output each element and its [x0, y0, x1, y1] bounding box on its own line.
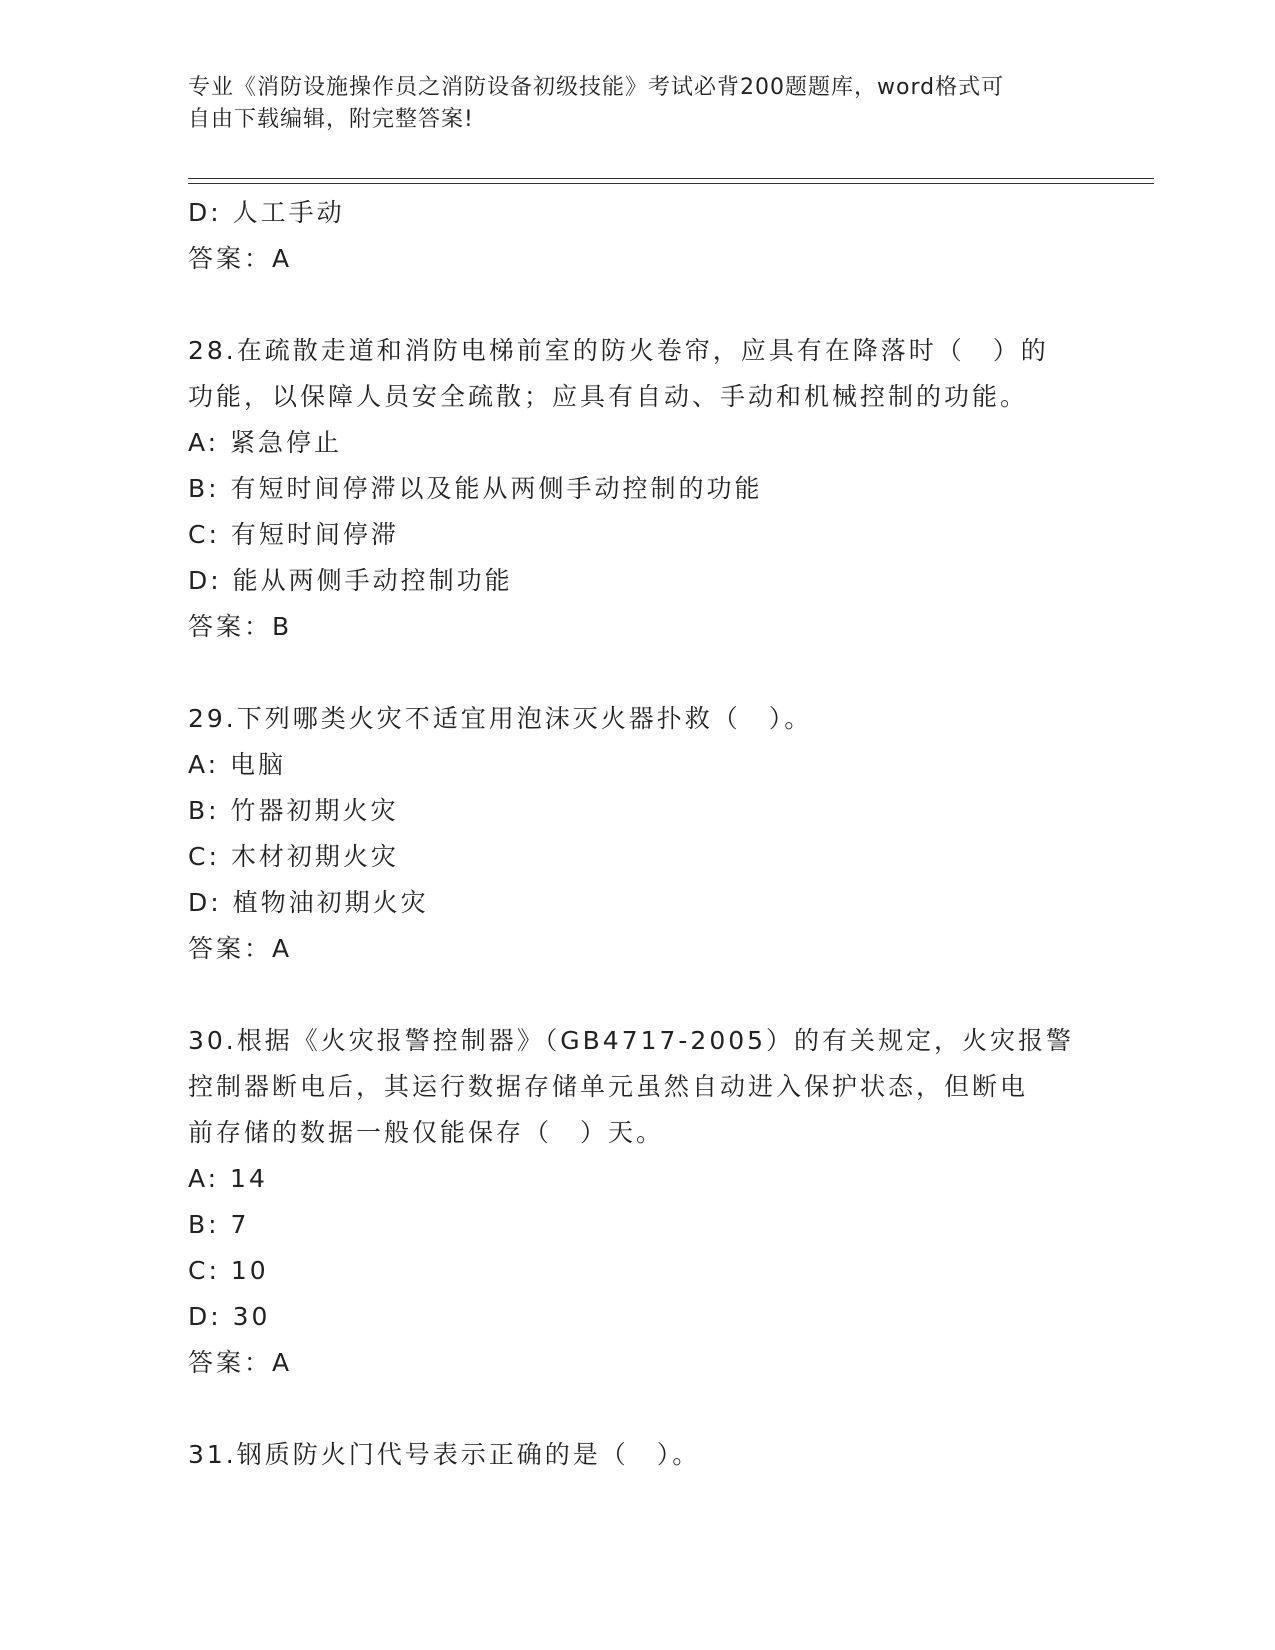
answer-line: 答案：B — [188, 612, 293, 641]
question-31 — [188, 1432, 1088, 1478]
answer-line: 答案：A — [188, 1348, 293, 1377]
option-d: D: 人工手动 — [188, 198, 345, 227]
spacer — [188, 650, 1088, 696]
option-d: D: 植物油初期火灾 — [188, 888, 429, 917]
question-stem-line: 30.根据《火灾报警控制器》（GB4717-2005）的有关规定，火灾报警 — [188, 1026, 1075, 1055]
question-stem-line: 前存储的数据一般仅能保存（ ）天。 — [188, 1118, 665, 1147]
header-divider-bottom — [188, 183, 1154, 184]
question-stem-line: 控制器断电后，其运行数据存储单元虽然自动进入保护状态，但断电 — [188, 1072, 1029, 1101]
answer-line: 答案：A — [188, 244, 293, 273]
option-a: A: 紧急停止 — [188, 428, 343, 457]
option-b: B: 竹器初期火灾 — [188, 796, 399, 825]
question-29 — [188, 696, 1088, 972]
option-c: C: 10 — [188, 1256, 269, 1285]
header-divider-top — [188, 178, 1154, 179]
header-line-2: 自由下载编辑，附完整答案! — [188, 107, 474, 132]
question-stem-line: 29.下列哪类火灾不适宜用泡沫灭火器扑救（ ）。 — [188, 704, 813, 733]
option-b: B: 7 — [188, 1210, 250, 1239]
option-b: B: 有短时间停滞以及能从两侧手动控制的功能 — [188, 474, 763, 503]
option-c: C: 木材初期火灾 — [188, 842, 399, 871]
option-a: A: 电脑 — [188, 750, 287, 779]
spacer — [188, 1386, 1088, 1432]
option-c: C: 有短时间停滞 — [188, 520, 399, 549]
header-line-1: 专业《消防设施操作员之消防设备初级技能》考试必背200题题库，word格式可 — [188, 75, 1005, 100]
question-stem-line: 31.钢质防火门代号表示正确的是（ ）。 — [188, 1440, 701, 1469]
question-30 — [188, 1018, 1088, 1386]
question-stem-line: 功能，以保障人员安全疏散；应具有自动、手动和机械控制的功能。 — [188, 382, 1029, 411]
question-list — [188, 190, 1088, 1478]
previous-question-tail — [188, 190, 1088, 282]
question-28 — [188, 328, 1088, 650]
spacer — [188, 972, 1088, 1018]
document-header — [188, 72, 1068, 136]
answer-line: 答案：A — [188, 934, 293, 963]
option-d: D: 30 — [188, 1302, 271, 1331]
option-d: D: 能从两侧手动控制功能 — [188, 566, 513, 595]
spacer — [188, 282, 1088, 328]
option-a: A: 14 — [188, 1164, 268, 1193]
question-stem-line: 28.在疏散走道和消防电梯前室的防火卷帘，应具有在降落时（ ）的 — [188, 336, 1049, 365]
